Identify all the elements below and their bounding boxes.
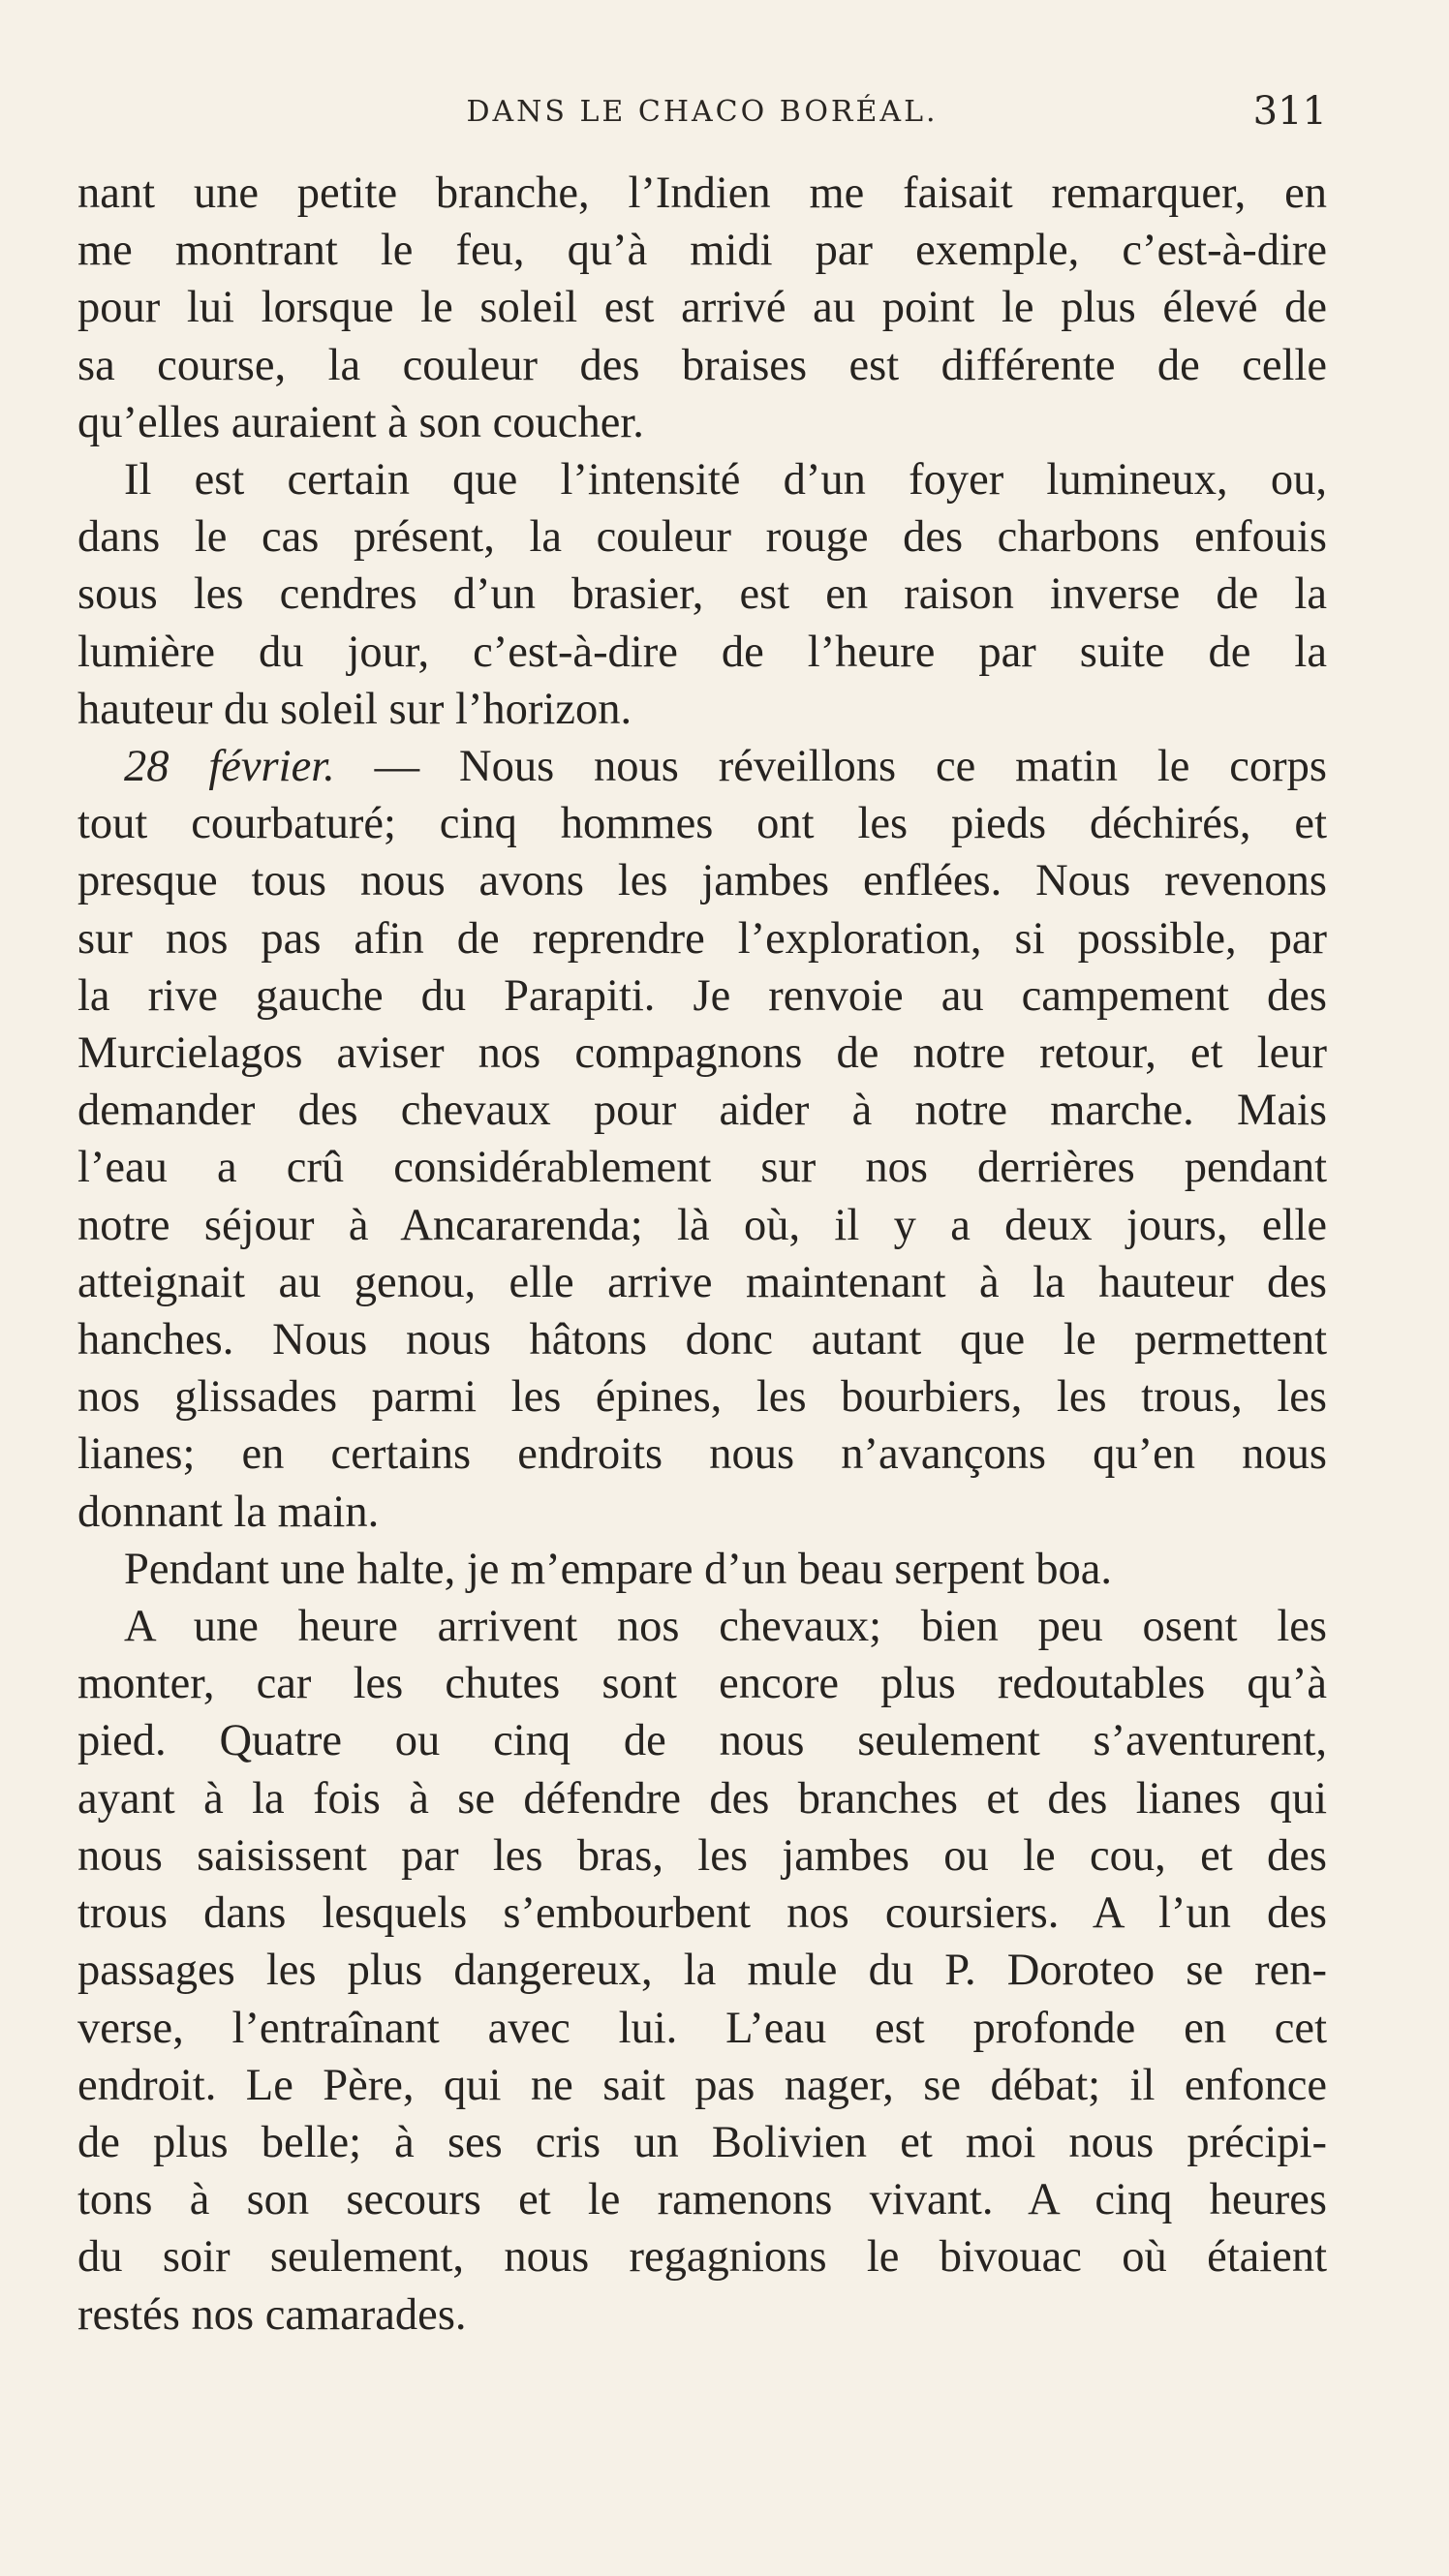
text-line: qu’elles auraient à son coucher. [77, 397, 644, 447]
text-line: dans le cas présent, la couleur rouge des charbons enfouis [77, 512, 1327, 563]
text-line: hauteur du soleil sur l’horizon. [77, 684, 632, 734]
paragraph-1 [77, 165, 1327, 451]
paragraph-4 [77, 1541, 1327, 1598]
page-number: 311 [1252, 89, 1327, 134]
text-line: lumière du jour, c’est-à-dire de l’heure par suite de la [77, 627, 1327, 677]
text-line: hanches. Nous nous hâtons donc autant que le permettent [77, 1315, 1327, 1365]
text-line: endroit. Le Père, qui ne sait pas nager, se débat; il enfonce [77, 2060, 1327, 2110]
body-text [77, 165, 1327, 2344]
text-line: lianes; en certains endroits nous n’avançons qu’en nous [77, 1429, 1327, 1480]
text-line: donnant la main. [77, 1487, 380, 1537]
text-line: presque tous nous avons les jambes enflées. Nous revenons [77, 856, 1327, 906]
text-line: l’eau a crû considérablement sur nos derrières pendant [77, 1143, 1327, 1193]
text-line: monter, car les chutes sont encore plus redoutables qu’à [77, 1659, 1327, 1709]
text-line: sous les cendres d’un brasier, est en raison inverse de la [77, 569, 1327, 620]
text-line: nant une petite branche, l’Indien me faisait remarquer, en [77, 169, 1327, 218]
paragraph-2 [77, 451, 1327, 738]
text-line: ayant à la fois à se défendre des branches et des lianes qui [77, 1773, 1327, 1824]
text-line-dated [77, 738, 1327, 795]
text-line: pour lui lorsque le soleil est arrivé au point le plus élevé de [77, 283, 1327, 333]
text-line: notre séjour à Ancararenda; là où, il y a deux jours, elle [77, 1200, 1327, 1250]
text-line-rest: — Nous nous réveillons ce matin le corps [334, 742, 1327, 792]
text-line: atteignait au genou, elle arrive maintenant à la hauteur des [77, 1257, 1327, 1307]
text-line: tons à son secours et le ramenons vivant. A cinq heures [77, 2175, 1327, 2225]
text-line: Murcielagos aviser nos compagnons de notre retour, et leur [77, 1028, 1327, 1079]
text-line: me montrant le feu, qu’à midi par exemple, c’est-à-dire [77, 226, 1327, 276]
text-line: nous saisissent par les bras, les jambes ou le cou, et des [77, 1830, 1327, 1881]
text-line: demander des chevaux pour aider à notre marche. Mais [77, 1086, 1327, 1136]
text-line: Pendant une halte, je m’empare d’un beau serpent boa. [124, 1544, 1113, 1594]
entry-date: 28 février. [124, 742, 335, 792]
paragraph-5 [77, 1598, 1327, 2344]
text-line: verse, l’entraînant avec lui. L’eau est profonde en cet [77, 2003, 1327, 2053]
text-line: restés nos camarades. [77, 2289, 467, 2340]
text-line: sa course, la couleur des braises est différente de celle [77, 340, 1327, 390]
text-line: sur nos pas afin de reprendre l’exploration, si possible, par [77, 913, 1327, 964]
text-line: A une heure arrivent nos chevaux; bien peu osent les [124, 1602, 1327, 1652]
paragraph-3 [77, 738, 1327, 1541]
text-line: trous dans lesquels s’embourbent nos coursiers. A l’un des [77, 1888, 1327, 1939]
text-line: Il est certain que l’intensité d’un foyer lumineux, ou, [124, 455, 1327, 506]
text-line: passages les plus dangereux, la mule du P. Doroteo se ren- [77, 1946, 1327, 1996]
text-line: nos glissades parmi les épines, les bourbiers, les trous, les [77, 1372, 1327, 1423]
text-line: du soir seulement, nous regagnions le bivouac où étaient [77, 2232, 1327, 2283]
text-line: tout courbaturé; cinq hommes ont les pieds déchirés, et [77, 799, 1327, 849]
text-line: pied. Quatre ou cinq de nous seulement s’aventurent, [77, 1716, 1327, 1766]
running-head: DANS LE CHACO BORÉAL. [466, 95, 939, 129]
text-line: de plus belle; à ses cris un Bolivien et moi nous précipi- [77, 2117, 1327, 2167]
text-line: la rive gauche du Parapiti. Je renvoie au campement des [77, 970, 1327, 1021]
page-header [77, 89, 1327, 138]
